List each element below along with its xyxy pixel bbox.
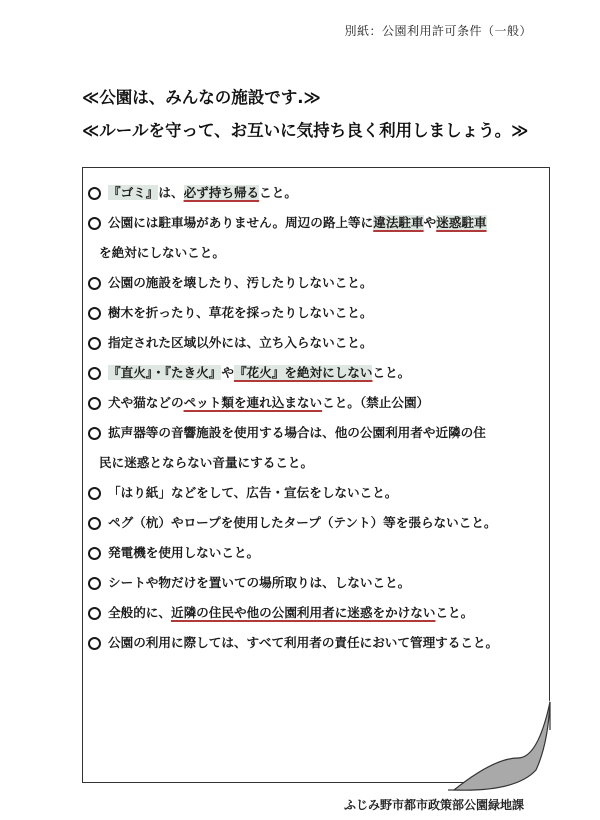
rule-keyword-open-fire: 『直火』・『たき火』 (108, 365, 222, 380)
rule-keyword-nuisance-parking: 迷惑駐車 (436, 215, 487, 230)
footer-department: ふじみ野市都市政策部公園緑地課 (343, 798, 524, 812)
rule-item-trash (84, 178, 554, 208)
rule-keyword-take-home: 必ず持ち帰る (183, 185, 260, 200)
rule-text-part: こと。 (259, 185, 297, 200)
rule-text: ペグ（杭）やロープを使用したタープ（テント）等を張らないこと。 (108, 515, 497, 530)
rule-item-facilities (84, 268, 554, 298)
rule-item-generators (84, 538, 554, 568)
rule-item-fire (84, 358, 554, 388)
rule-text (108, 358, 410, 388)
rule-item-tarps (84, 508, 554, 538)
circle-bullet-icon (88, 217, 101, 230)
rule-item-plants (84, 298, 554, 328)
rule-text-part: こと。 (372, 365, 411, 380)
rule-item-pets (84, 388, 554, 418)
circle-bullet-icon (88, 277, 101, 290)
rule-text-part: こと。（禁止公園） (322, 395, 430, 410)
rule-item-restricted-areas (84, 328, 554, 358)
rule-item-parking-continued (84, 238, 554, 268)
rule-text-part: 全般的に、 (108, 605, 171, 620)
circle-bullet-icon (88, 337, 101, 350)
rule-keyword-illegal-parking: 違法駐車 (373, 215, 424, 230)
circle-bullet-icon (88, 187, 101, 200)
rule-text-part: や (221, 365, 234, 380)
circle-bullet-icon (88, 547, 101, 560)
circle-bullet-icon (88, 427, 101, 440)
rule-item-space-reserving (84, 568, 554, 598)
rule-text: 発電機を使用しないこと。 (108, 545, 260, 560)
rule-text (108, 178, 297, 208)
page-curl-icon (446, 700, 558, 792)
circle-bullet-icon (88, 607, 101, 620)
circle-bullet-icon (88, 487, 101, 500)
rule-item-general-nuisance (84, 598, 554, 628)
rule-text-part: は、 (158, 185, 184, 200)
circle-bullet-icon (88, 307, 101, 320)
rule-text (108, 598, 473, 628)
circle-bullet-icon (88, 367, 101, 380)
rule-item-responsibility (84, 628, 554, 658)
slogan-parks-for-everyone: ≪公園は、みんなの施設です.≫ (82, 88, 321, 107)
rule-text: 拡声器等の音響施設を使用する場合は、他の公園利用者や近隣の住 (108, 425, 486, 440)
rule-text: を絶対にしないこと。 (99, 245, 225, 260)
rule-text: 公園の施設を壊したり、汚したりしないこと。 (108, 275, 373, 290)
rule-keyword-trash: 『ゴミ』 (108, 185, 159, 200)
rule-text: 民に迷惑とならない音量にすること。 (99, 455, 314, 470)
rule-text: シートや物だけを置いての場所取りは、しないこと。 (108, 575, 411, 590)
rule-item-loudspeakers (84, 418, 554, 448)
rule-keyword-no-nuisance: 近隣の住民や他の公園利用者に迷惑をかけない (170, 605, 436, 620)
rule-text: 「はり紙」などをして、広告・宣伝をしないこと。 (108, 485, 398, 500)
rule-keyword-fireworks: 『花火』を絶対にしない (233, 365, 373, 380)
rule-text-part: 犬や猫などの (108, 395, 184, 410)
header-note: 別紙：公園利用許可条件（一般） (344, 24, 532, 38)
rules-list (84, 178, 554, 658)
rule-text: 公園の利用に際しては、すべて利用者の責任において管理すること。 (108, 635, 499, 650)
rule-text: 樹木を折ったり、草花を採ったりしないこと。 (108, 305, 373, 320)
rule-keyword-no-pets: ペット類を連れ込まない (183, 395, 323, 410)
rule-item-loudspeakers-continued (84, 448, 554, 478)
circle-bullet-icon (88, 517, 101, 530)
slogan-follow-rules: ≪ルールを守って、お互いに気持ち良く利用しましょう。≫ (82, 121, 529, 140)
rule-item-posters (84, 478, 554, 508)
circle-bullet-icon (88, 397, 101, 410)
rule-text-part: 公園には駐車場がありません。周辺の路上等に (108, 215, 374, 230)
rule-text (108, 208, 487, 238)
rule-text-part: こと。 (435, 605, 474, 620)
rule-item-parking (84, 208, 554, 238)
rule-text (108, 388, 429, 418)
circle-bullet-icon (88, 577, 101, 590)
rule-text: 指定された区域以外には、立ち入らないこと。 (108, 335, 373, 350)
rule-text-part: や (423, 215, 437, 230)
circle-bullet-icon (88, 637, 101, 650)
